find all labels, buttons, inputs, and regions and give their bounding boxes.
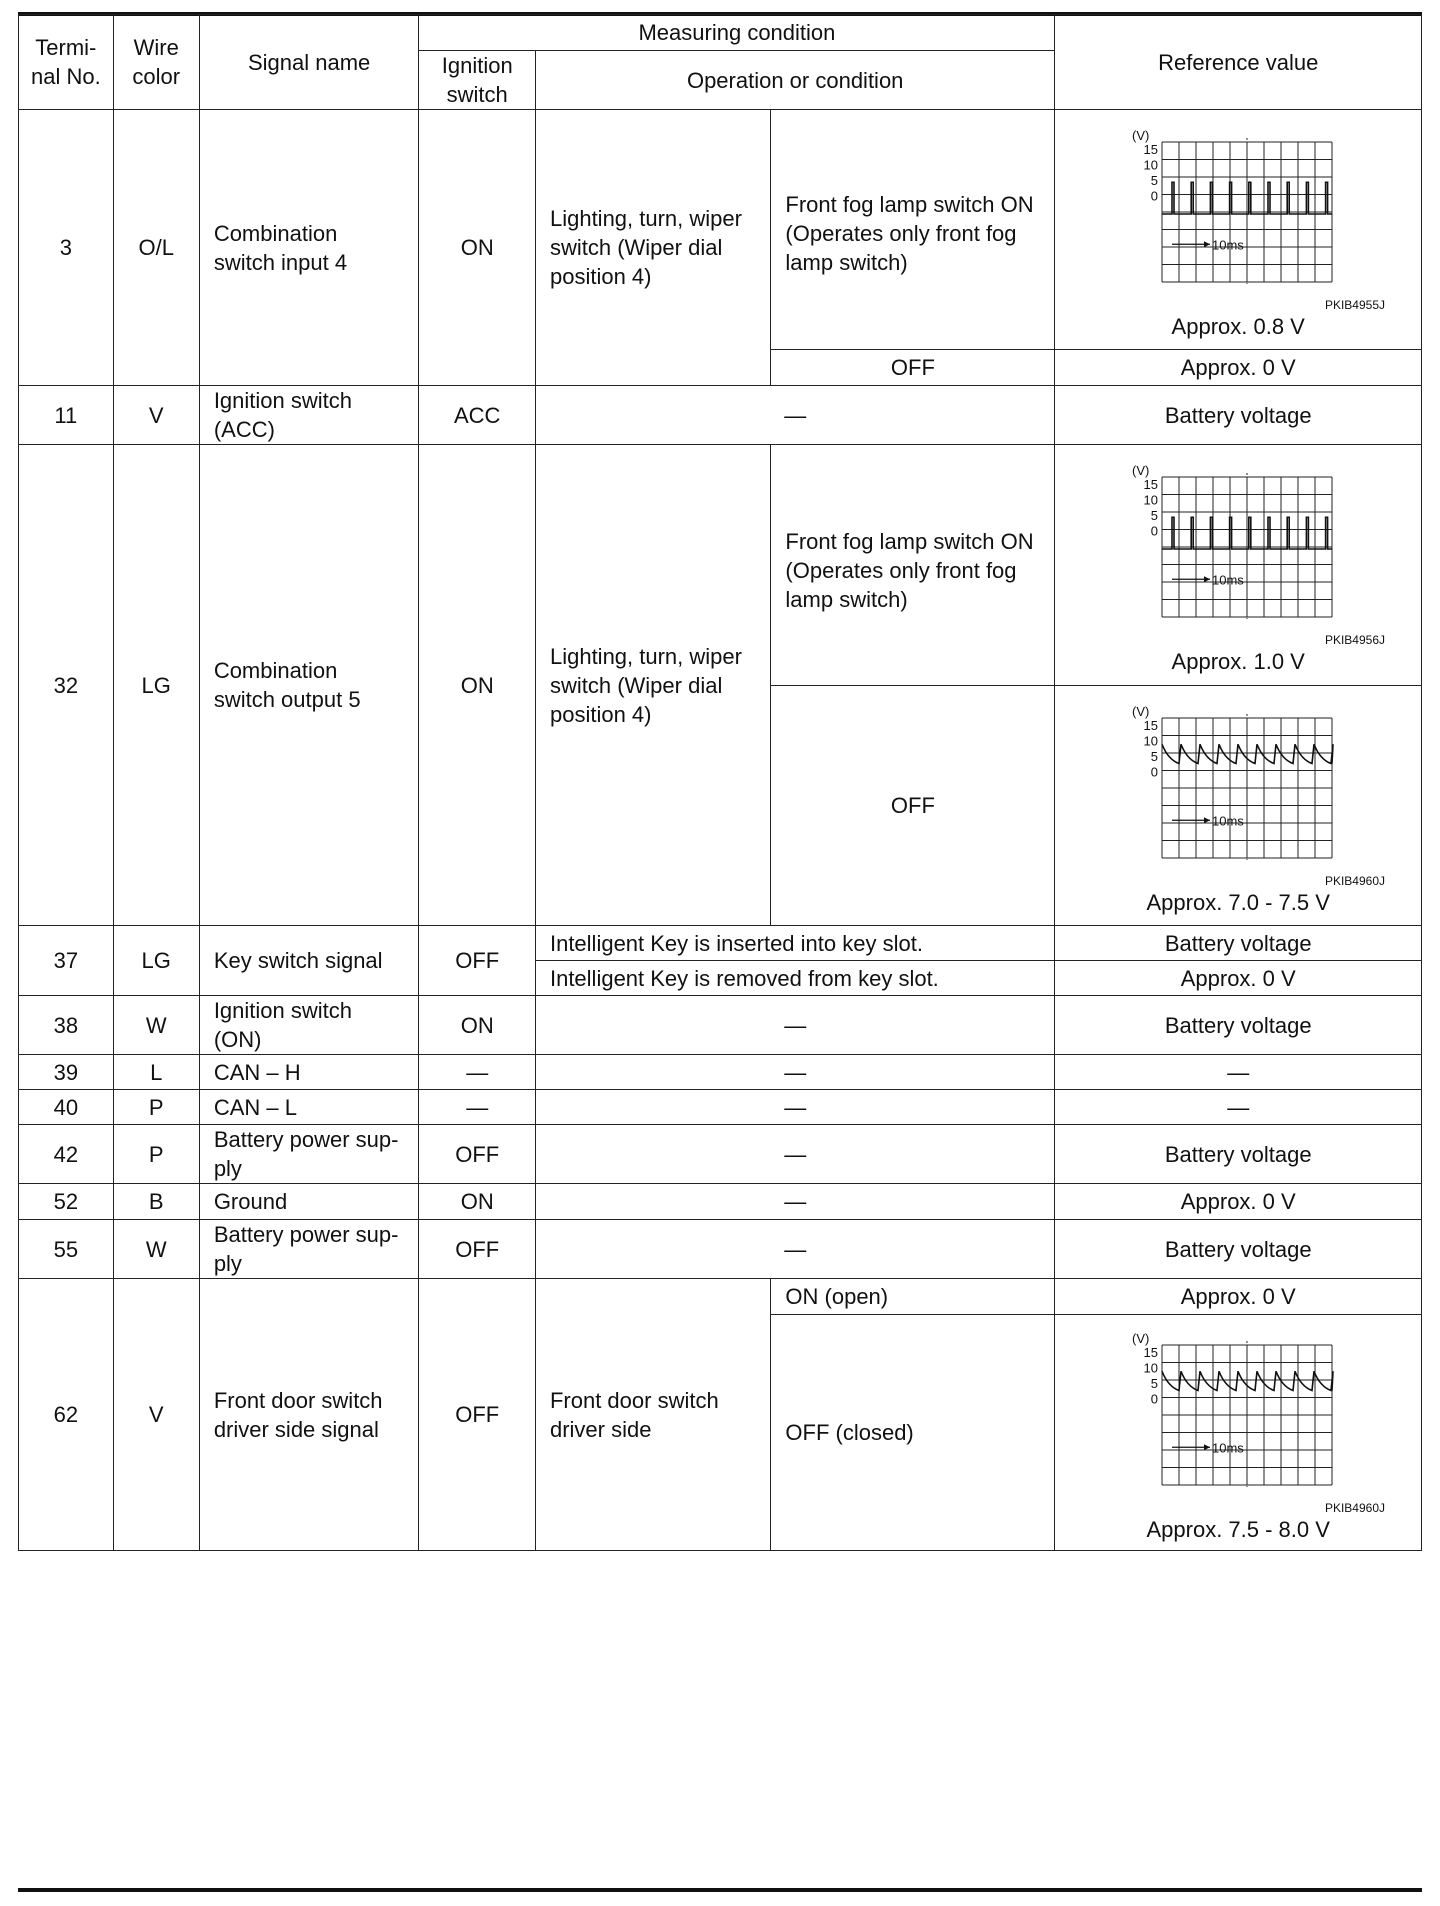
reference-approx: Approx. 7.0 - 7.5 V — [1146, 889, 1330, 915]
operation: Front door switch driver side — [535, 1279, 770, 1551]
ignition-switch: ON — [419, 445, 536, 926]
table-row — [19, 1125, 1422, 1184]
scope-timebase-label: 10ms — [1212, 572, 1244, 588]
wire-color: P — [113, 1090, 199, 1125]
signal-name: Battery power sup-ply — [199, 1220, 419, 1279]
ignition-switch: ON — [419, 996, 536, 1055]
figure-code: PKIB4955J — [1324, 297, 1385, 312]
ignition-switch: — — [419, 1090, 536, 1125]
terminal-no: 40 — [19, 1090, 114, 1125]
ignition-switch: OFF — [419, 926, 536, 996]
table-row — [19, 110, 1422, 350]
table-row — [19, 386, 1422, 445]
header-operation-condition: Operation or condition — [535, 51, 1054, 110]
condition: Intelligent Key is removed from key slot. — [535, 961, 1054, 996]
reference-value: Battery voltage — [1055, 1220, 1422, 1279]
table-bottom-rule — [18, 1888, 1422, 1892]
scope-tick-label: 0 — [1150, 764, 1159, 779]
wire-color: V — [113, 1279, 199, 1551]
terminal-no: 52 — [19, 1184, 114, 1220]
condition: OFF — [771, 350, 1055, 386]
scope-unit-label: (V) — [1132, 463, 1150, 478]
scope-tick-label: 5 — [1150, 508, 1159, 523]
scope-unit-label: (V) — [1132, 703, 1150, 719]
operation: Lighting, turn, wiper switch (Wiper dial position 4) — [535, 445, 770, 926]
terminal-no: 11 — [19, 386, 114, 445]
signal-name: Ground — [199, 1184, 419, 1220]
scope-tick-label: 0 — [1150, 523, 1159, 539]
operation: — — [535, 386, 1054, 445]
terminal-no: 39 — [19, 1055, 114, 1090]
operation: Lighting, turn, wiper switch (Wiper dial position 4) — [535, 110, 770, 386]
signal-name: Front door switch driver side signal — [199, 1279, 419, 1551]
header-wire-color: Wire color — [113, 15, 199, 110]
scope-grid — [1162, 1341, 1332, 1487]
reference-value: Approx. 0 V — [1055, 1279, 1422, 1315]
reference-approx: Approx. 1.0 V — [1171, 649, 1305, 674]
scope-tick-label: 5 — [1150, 172, 1159, 188]
reference-value: Approx. 0 V — [1055, 961, 1422, 996]
ignition-switch: ON — [419, 110, 536, 386]
terminal-no: 38 — [19, 996, 114, 1055]
condition: Intelligent Key is inserted into key slot. — [535, 926, 1054, 961]
signal-name: CAN – H — [199, 1055, 419, 1090]
figure-code: PKIB4956J — [1324, 633, 1385, 647]
reference-value: Approx. 0 V — [1055, 1184, 1422, 1220]
figure-code: PKIB4960J — [1324, 873, 1385, 888]
wire-color: LG — [113, 926, 199, 996]
scope-tick-label: 5 — [1150, 748, 1159, 764]
signal-name: Combination switch input 4 — [199, 110, 419, 386]
signal-name: Ignition switch (ACC) — [199, 386, 419, 445]
wire-color: LG — [113, 445, 199, 926]
reference-value: Battery voltage — [1055, 386, 1422, 445]
wire-color: O/L — [113, 110, 199, 386]
reference-value: — — [1055, 1090, 1422, 1125]
condition: Front fog lamp switch ON (Operates only front fog lamp switch) — [771, 445, 1055, 686]
ignition-switch: ACC — [419, 386, 536, 445]
reference-value: Battery voltage — [1055, 1125, 1422, 1184]
scope-tick-label: 15 — [1143, 717, 1159, 733]
condition: OFF — [771, 686, 1055, 926]
header-signal-name: Signal name — [199, 15, 419, 110]
oscilloscope-graph — [1118, 694, 1358, 874]
oscilloscope-graph — [1118, 118, 1358, 298]
signal-name: Battery power sup-ply — [199, 1125, 419, 1184]
scope-timebase-label: 10ms — [1212, 236, 1244, 252]
terminal-no: 32 — [19, 445, 114, 926]
scope-unit-label: (V) — [1132, 1330, 1150, 1346]
reference-value: Battery voltage — [1055, 926, 1422, 961]
condition: Front fog lamp switch ON (Operates only front fog lamp switch) — [771, 110, 1055, 350]
operation: — — [535, 1184, 1054, 1220]
terminal-no: 37 — [19, 926, 114, 996]
reference-value — [1055, 1315, 1422, 1551]
ignition-switch: OFF — [419, 1279, 536, 1551]
wire-color: B — [113, 1184, 199, 1220]
table-row — [19, 1279, 1422, 1315]
reference-approx: Approx. 0.8 V — [1171, 313, 1305, 339]
header-ignition-switch: Ignition switch — [419, 51, 536, 110]
wire-color: W — [113, 1220, 199, 1279]
signal-name: CAN – L — [199, 1090, 419, 1125]
terminal-no: 42 — [19, 1125, 114, 1184]
terminal-no: 3 — [19, 110, 114, 386]
signal-name: Combination switch output 5 — [199, 445, 419, 926]
operation: — — [535, 1055, 1054, 1090]
operation: — — [535, 996, 1054, 1055]
reference-approx: Approx. 7.5 - 8.0 V — [1146, 1516, 1330, 1542]
condition: ON (open) — [771, 1279, 1055, 1315]
table-row — [19, 1184, 1422, 1220]
wire-color: V — [113, 386, 199, 445]
condition: OFF (closed) — [771, 1315, 1055, 1551]
scope-tick-label: 0 — [1150, 188, 1159, 203]
signal-name: Key switch signal — [199, 926, 419, 996]
scope-unit-label: (V) — [1132, 127, 1150, 143]
table-row — [19, 926, 1422, 961]
reference-value — [1055, 445, 1422, 686]
table-row — [19, 1090, 1422, 1125]
scope-tick-label: 10 — [1143, 157, 1159, 172]
scope-tick-label: 15 — [1143, 141, 1159, 157]
ignition-switch: — — [419, 1055, 536, 1090]
table-row — [19, 996, 1422, 1055]
operation: — — [535, 1125, 1054, 1184]
scope-timebase-label: 10ms — [1212, 812, 1244, 828]
operation: — — [535, 1220, 1054, 1279]
scope-tick-label: 10 — [1143, 733, 1159, 748]
reference-value — [1055, 110, 1422, 350]
ignition-switch: OFF — [419, 1125, 536, 1184]
table-row — [19, 1055, 1422, 1090]
figure-code: PKIB4960J — [1324, 1500, 1385, 1515]
terminal-no: 62 — [19, 1279, 114, 1551]
header-terminal: Termi-nal No. — [19, 15, 114, 110]
header-reference-value: Reference value — [1055, 15, 1422, 110]
reference-value: Approx. 0 V — [1055, 350, 1422, 386]
header-row-1 — [19, 15, 1422, 51]
scope-tick-label: 5 — [1150, 1375, 1159, 1391]
table-row — [19, 445, 1422, 686]
wire-color: W — [113, 996, 199, 1055]
scope-tick-label: 15 — [1143, 477, 1159, 492]
oscilloscope-graph — [1118, 453, 1358, 633]
operation: — — [535, 1090, 1054, 1125]
reference-value: — — [1055, 1055, 1422, 1090]
scope-tick-label: 0 — [1150, 1391, 1159, 1406]
ignition-switch: OFF — [419, 1220, 536, 1279]
scope-grid — [1162, 714, 1332, 860]
wire-color: P — [113, 1125, 199, 1184]
reference-value: Battery voltage — [1055, 996, 1422, 1055]
terminal-reference-table — [18, 14, 1422, 1551]
wire-color: L — [113, 1055, 199, 1090]
ignition-switch: ON — [419, 1184, 536, 1220]
signal-name: Ignition switch (ON) — [199, 996, 419, 1055]
scope-tick-label: 10 — [1143, 492, 1159, 508]
scope-tick-label: 15 — [1143, 1344, 1159, 1360]
table-row — [19, 1220, 1422, 1279]
header-measuring-condition: Measuring condition — [419, 15, 1055, 51]
scope-tick-label: 10 — [1143, 1360, 1159, 1375]
terminal-no: 55 — [19, 1220, 114, 1279]
reference-value — [1055, 686, 1422, 926]
scope-timebase-label: 10ms — [1212, 1439, 1244, 1455]
oscilloscope-graph — [1118, 1321, 1358, 1501]
